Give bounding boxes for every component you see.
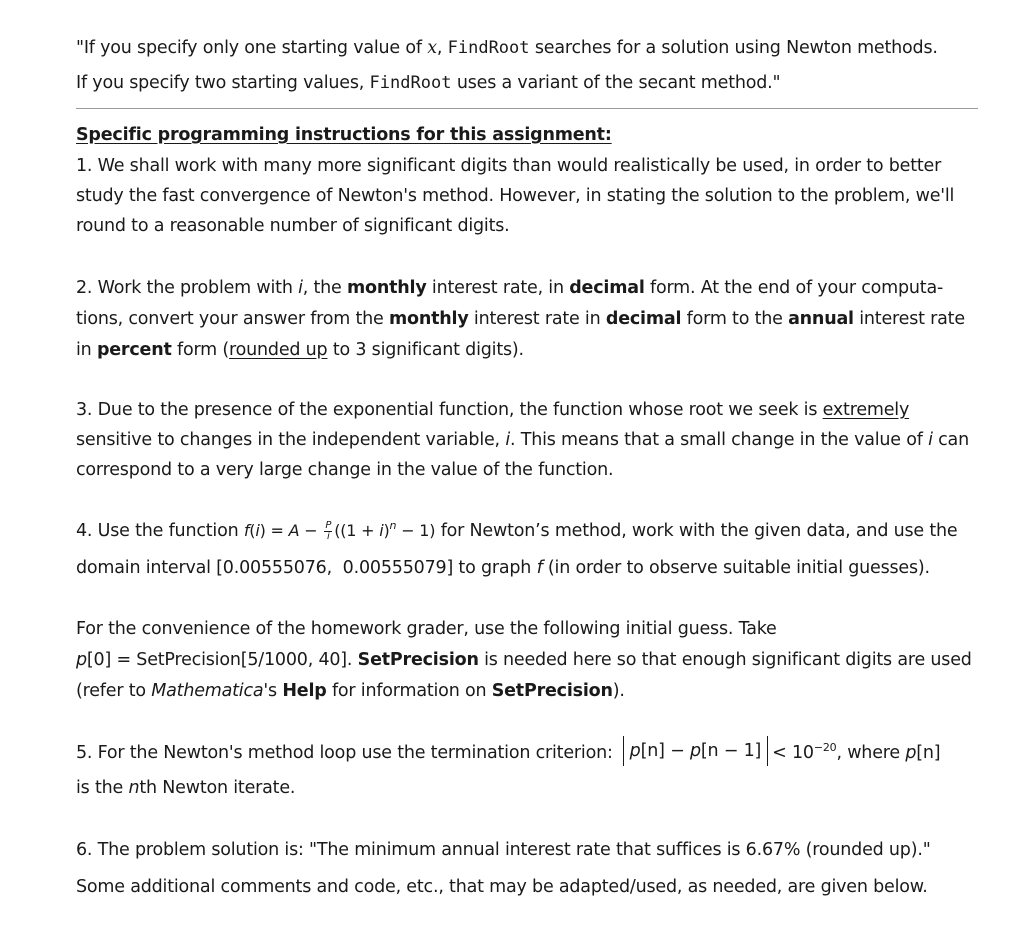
fraction-p-over-i: $\frac{P}{i}$ (325, 520, 332, 542)
function-formula: f(i) = A − $\frac{P}{i}$ $((1 + i)^n - 1)$ (243, 519, 436, 542)
code-findroot: FindRoot (447, 38, 530, 58)
item-3-line-1: 3. Due to the presence of the exponential function, the function whose root we seek is extremely (76, 400, 910, 420)
item-3-line-2: sensitive to changes in the independent variable, i. This means that a small change in the value of i can (76, 430, 969, 450)
extremely-underlined: extremely (822, 400, 910, 420)
item-2-line-2: tions, convert your answer from the monthly interest rate in decimal form to the annual interest rate (76, 309, 965, 329)
item-3-line-3: correspond to a very large change in the value of the function. (76, 460, 614, 480)
grader-line-1: For the convenience of the homework grader, use the following initial guess. Take (76, 619, 777, 639)
item-6-line-1: 6. The problem solution is: "The minimum annual interest rate that suffices is 6.67% (rounded up)." (76, 840, 931, 860)
item-2-line-3: in percent form (rounded up to 3 significant digits). (76, 340, 524, 360)
grader-line-2: p[0] = SetPrecision[5/1000, 40]. SetPrecision is needed here so that enough significant digits are used (76, 650, 972, 670)
quote-line-2: If you specify two starting values, FindRoot uses a variant of the secant method." (76, 73, 781, 93)
item-5-line-2: is the nth Newton iterate. (76, 778, 296, 798)
section-heading: Specific programming instructions for this assignment: (76, 125, 612, 145)
rounded-up-underlined: rounded up (229, 340, 328, 360)
item-4-line-2: domain interval [0.00555076, 0.00555079] to graph f (in order to observe suitable initial guesses). (76, 558, 930, 578)
quote-line-1: "If you specify only one starting value of x, FindRoot searches for a solution using Newton methods. (76, 38, 938, 58)
item-1-line-2: study the fast convergence of Newton's method. However, in stating the solution to the problem, we'll (76, 186, 955, 206)
item-2-line-1: 2. Work the problem with i, the monthly interest rate, in decimal form. At the end of your computa- (76, 278, 944, 298)
item-1-line-3: round to a reasonable number of significant digits. (76, 216, 510, 236)
grader-line-3: (refer to Mathematica's Help for information on SetPrecision). (76, 681, 625, 701)
item-1-line-1: 1. We shall work with many more significant digits than would realistically be used, in order to better (76, 156, 942, 176)
code-findroot: FindRoot (369, 73, 452, 93)
item-6-line-2: Some additional comments and code, etc., that may be adapted/used, as needed, are given below. (76, 877, 928, 897)
item-4-line-1: 4. Use the function f(i) = A − $\frac{P}{i}$ $((1 + i)^n - 1)$ for Newton’s method, work with the given data, and use the (76, 519, 958, 542)
horizontal-divider (76, 108, 978, 109)
absolute-value-expression: p[n] − p[n − 1] (623, 736, 768, 766)
item-5-line-1: 5. For the Newton's method loop use the termination criterion: $p[n] - p[n - 1] < 10^{-20}$, where p[n] (76, 738, 940, 768)
